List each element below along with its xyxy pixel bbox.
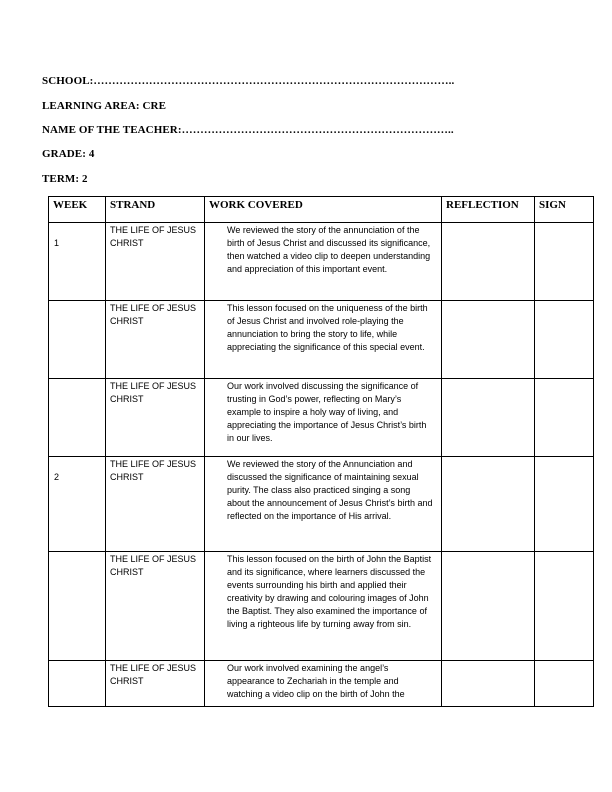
strand-cell: THE LIFE OF JESUS CHRIST <box>110 663 197 686</box>
column-header-week: WEEK <box>49 197 106 223</box>
strand-cell: THE LIFE OF JESUS CHRIST <box>110 554 197 577</box>
work-covered-cell: Our work involved examining the angel’s appearance to Zechariah in the temple and watching a video clip on the birth of John the <box>227 663 405 699</box>
reflection-cell <box>442 552 535 661</box>
strand-cell: THE LIFE OF JESUS CHRIST <box>110 381 197 404</box>
reflection-cell <box>442 301 535 379</box>
week-cell <box>49 379 105 393</box>
strand-cell: THE LIFE OF JESUS CHRIST <box>110 303 197 326</box>
table-row <box>49 379 594 457</box>
week-cell: 2 <box>54 472 60 482</box>
week-cell: 1 <box>54 238 60 248</box>
week-cell <box>49 301 105 315</box>
reflection-cell <box>442 661 535 707</box>
reflection-cell <box>442 457 535 552</box>
column-header-work-covered: WORK COVERED <box>205 197 442 223</box>
sign-cell <box>535 552 594 661</box>
work-covered-cell: We reviewed the story of the annunciation of the birth of Jesus Christ and discussed its significance, then watched a video clip to deepen understanding and appreciation of this important event. <box>227 225 431 274</box>
sign-cell <box>535 661 594 707</box>
reflection-cell <box>442 223 535 301</box>
column-header-strand: STRAND <box>106 197 205 223</box>
term-label: TERM: 2 <box>42 173 88 185</box>
week-cell <box>49 661 105 675</box>
work-covered-cell: This lesson focused on the uniqueness of the birth of Jesus Christ and involved role-playing the annunciation to bring the story to life, while appreciating the significance of this special event. <box>227 303 428 352</box>
table-row <box>49 457 594 552</box>
sign-cell <box>535 457 594 552</box>
school-field: SCHOOL:…………………………………………………………………………………….. <box>42 75 455 87</box>
table-row <box>49 661 594 707</box>
table-row <box>49 301 594 379</box>
table-row <box>49 223 594 301</box>
strand-cell: THE LIFE OF JESUS CHRIST <box>110 459 197 482</box>
week-cell <box>49 552 105 566</box>
sign-cell <box>535 301 594 379</box>
column-header-reflection: REFLECTION <box>442 197 535 223</box>
teacher-name-field: NAME OF THE TEACHER:……………………………………………………………….. <box>42 124 454 136</box>
work-covered-cell: This lesson focused on the birth of John the Baptist and its significance, where learners discussed the events surrounding his birth and applied their creativity by drawing and colouring images of John the Baptist. They also examined the importance of living a righteous life by turning away from sin. <box>227 554 432 629</box>
reflection-cell <box>442 379 535 457</box>
work-covered-cell: Our work involved discussing the significance of trusting in God’s power, reflecting on Mary’s example to inspire a holy way of living, and appreciating the importance of Jesus Christ’s birth in our lives. <box>227 381 427 443</box>
record-of-work-table <box>48 196 594 707</box>
learning-area-label: LEARNING AREA: CRE <box>42 100 167 112</box>
strand-cell: THE LIFE OF JESUS CHRIST <box>110 225 197 248</box>
sign-cell <box>535 379 594 457</box>
table-header-row <box>49 197 594 223</box>
table-row <box>49 552 594 661</box>
grade-label: GRADE: 4 <box>42 148 95 160</box>
sign-cell <box>535 223 594 301</box>
work-covered-cell: We reviewed the story of the Annunciation and discussed the significance of maintaining sexual purity. The class also practiced singing a song about the announcement of Jesus Christ’s birth and reflected on the importance of His arrival. <box>227 459 433 521</box>
column-header-sign: SIGN <box>535 197 594 223</box>
